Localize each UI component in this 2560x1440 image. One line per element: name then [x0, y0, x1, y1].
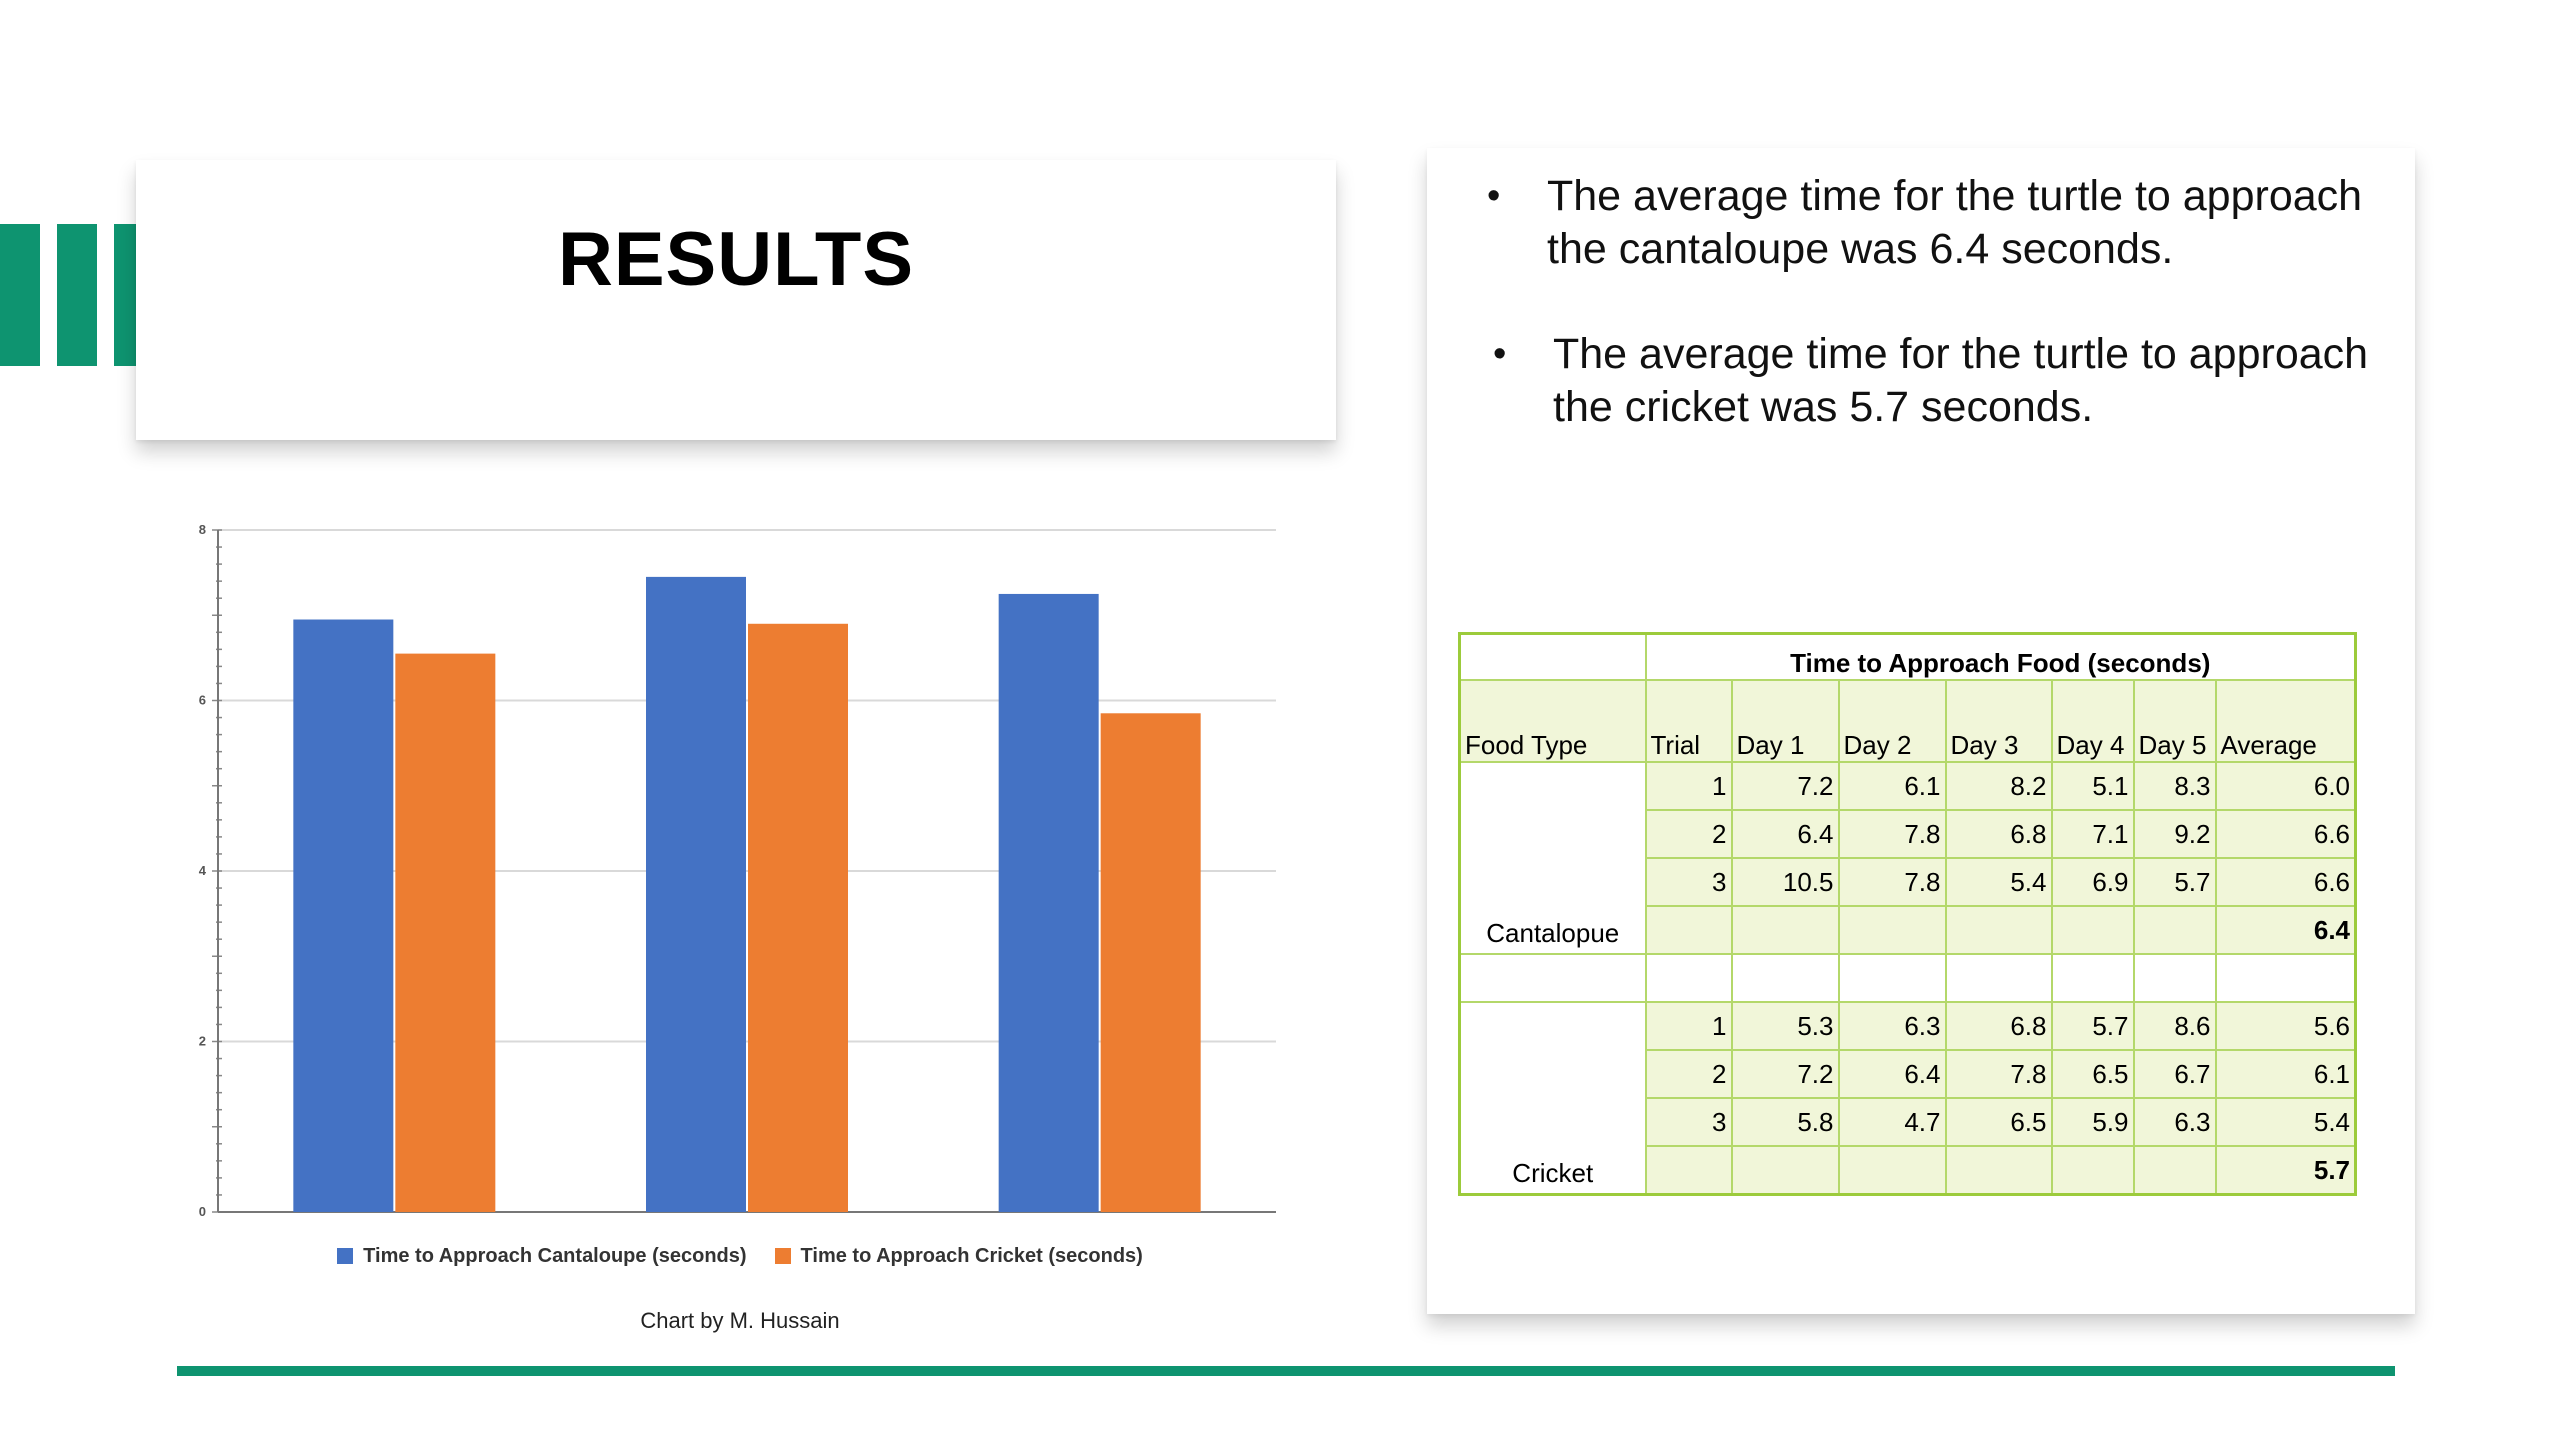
- table-cell: [2134, 1146, 2216, 1195]
- y-tick-label: 8: [198, 522, 206, 537]
- table-cell: 6.4: [1839, 1050, 1946, 1098]
- chart-bar: [646, 577, 746, 1212]
- table-cell: 5.7: [2134, 858, 2216, 906]
- table-cell: [2216, 954, 2356, 1002]
- chart-credit: Chart by M. Hussain: [640, 1308, 840, 1333]
- table-cell: 5.3: [1732, 1002, 1839, 1050]
- column-header: Average: [2216, 680, 2356, 762]
- table-cell: 7.8: [1839, 810, 1946, 858]
- table-cell: [1646, 954, 1732, 1002]
- bullet-list: [1487, 170, 2387, 486]
- slide-title: RESULTS: [557, 217, 915, 302]
- table-cell: 7.8: [1946, 1050, 2052, 1098]
- chart-bar: [1101, 713, 1201, 1212]
- table-cell: [2052, 954, 2134, 1002]
- column-header: Day 5: [2134, 680, 2216, 762]
- table-cell: 5.1: [2052, 762, 2134, 810]
- table-cell: 3: [1646, 1098, 1732, 1146]
- table-caption: Time to Approach Food (seconds): [1646, 634, 2356, 681]
- chart-bar: [748, 624, 848, 1212]
- y-tick-label: 0: [198, 1204, 206, 1219]
- table-cell: 6.3: [2134, 1098, 2216, 1146]
- table-cell: [1946, 954, 2052, 1002]
- table-cell: 9.2: [2134, 810, 2216, 858]
- table-cell: [1946, 906, 2052, 954]
- legend-swatch: [775, 1248, 791, 1264]
- bullet-item: [1487, 328, 2387, 434]
- table-cell: 6.0: [2216, 762, 2356, 810]
- table-cell: [2134, 954, 2216, 1002]
- table-cell: 1: [1646, 762, 1732, 810]
- table-spacer-row: [1460, 954, 2356, 1002]
- column-header: Day 2: [1839, 680, 1946, 762]
- table-cell: 2: [1646, 810, 1732, 858]
- table-cell: [1732, 954, 1839, 1002]
- table-cell: [2134, 906, 2216, 954]
- table-cell: 6.3: [1839, 1002, 1946, 1050]
- chart-bar: [999, 594, 1099, 1212]
- table-cell: [1732, 906, 1839, 954]
- table-cell: 8.3: [2134, 762, 2216, 810]
- table-cell: [1646, 906, 1732, 954]
- results-panel: [1427, 148, 2415, 1314]
- table-cell: 6.8: [1946, 1002, 2052, 1050]
- bullet-dot-icon: •: [1487, 175, 1501, 217]
- table-cell: [1460, 634, 1646, 681]
- table-cell: 6.1: [1839, 762, 1946, 810]
- table-cell: 6.5: [2052, 1050, 2134, 1098]
- table-cell: [1839, 954, 1946, 1002]
- table-cell: 5.4: [1946, 858, 2052, 906]
- table-cell: 7.1: [2052, 810, 2134, 858]
- table-cell: 6.5: [1946, 1098, 2052, 1146]
- title-card: [136, 160, 1336, 440]
- chart-bar: [395, 654, 495, 1212]
- table-cell: 6.1: [2216, 1050, 2356, 1098]
- column-header: Day 3: [1946, 680, 2052, 762]
- table-cell: [1839, 906, 1946, 954]
- column-header: Food Type: [1460, 680, 1646, 762]
- bullet-dot-icon: •: [1493, 333, 1507, 375]
- table-cell: 6.6: [2216, 810, 2356, 858]
- table-cell: [1946, 1146, 2052, 1195]
- table-cell: 3: [1646, 858, 1732, 906]
- legend-label: Time to Approach Cantaloupe (seconds): [363, 1245, 747, 1267]
- y-tick-label: 6: [198, 692, 206, 708]
- table-cell: 5.6: [2216, 1002, 2356, 1050]
- food-type-cell: Cantalopue: [1460, 762, 1646, 954]
- bullet-item: [1487, 170, 2387, 276]
- table-cell: [2052, 906, 2134, 954]
- column-header: Day 4: [2052, 680, 2134, 762]
- table-cell: 6.7: [2134, 1050, 2216, 1098]
- overall-average-cell: 5.7: [2216, 1146, 2356, 1195]
- data-table: [1458, 632, 2357, 1196]
- table-cell: 1: [1646, 1002, 1732, 1050]
- table-cell: [2052, 1146, 2134, 1195]
- y-tick-label: 4: [198, 863, 206, 878]
- column-header: Day 1: [1732, 680, 1839, 762]
- table-row: [1460, 762, 2356, 810]
- food-type-cell: Cricket: [1460, 1002, 1646, 1195]
- bullet-text: The average time for the turtle to approach the cricket was 5.7 seconds.: [1553, 330, 2369, 431]
- chart-legend: [140, 1245, 1340, 1268]
- column-header: Trial: [1646, 680, 1732, 762]
- legend-item: [775, 1245, 1143, 1268]
- overall-average-cell: 6.4: [2216, 906, 2356, 954]
- chart-canvas: [140, 500, 1340, 1240]
- table-cell: 8.2: [1946, 762, 2052, 810]
- table-cell: [1646, 1146, 1732, 1195]
- decorative-bar-1: [0, 224, 40, 366]
- bar-chart: [140, 500, 1340, 1380]
- bullet-text: The average time for the turtle to approach the cantaloupe was 6.4 seconds.: [1547, 172, 2363, 273]
- table-cell: 10.5: [1732, 858, 1839, 906]
- table-cell: [1839, 1146, 1946, 1195]
- table-cell: [1460, 954, 1646, 1002]
- table-cell: 7.8: [1839, 858, 1946, 906]
- decorative-bar-2: [57, 224, 97, 366]
- table-cell: 7.2: [1732, 1050, 1839, 1098]
- table-cell: 6.9: [2052, 858, 2134, 906]
- bottom-rule: [177, 1366, 2395, 1376]
- y-tick-label: 2: [198, 1033, 206, 1049]
- chart-bar: [293, 620, 393, 1212]
- table-cell: 5.8: [1732, 1098, 1839, 1146]
- table-cell: 4.7: [1839, 1098, 1946, 1146]
- decorative-bar-3: [114, 224, 136, 366]
- table-cell: 5.7: [2052, 1002, 2134, 1050]
- legend-label: Time to Approach Cricket (seconds): [800, 1245, 1143, 1267]
- table-cell: 8.6: [2134, 1002, 2216, 1050]
- table-row: [1460, 1002, 2356, 1050]
- table-cell: 5.4: [2216, 1098, 2356, 1146]
- table-cell: 5.9: [2052, 1098, 2134, 1146]
- table-cell: [1732, 1146, 1839, 1195]
- legend-swatch: [337, 1248, 353, 1264]
- table-caption-row: [1460, 634, 2356, 681]
- legend-item: [337, 1245, 746, 1268]
- table-cell: 6.4: [1732, 810, 1839, 858]
- table-cell: 7.2: [1732, 762, 1839, 810]
- table-header-row: [1460, 680, 2356, 762]
- table-cell: 6.6: [2216, 858, 2356, 906]
- table-cell: 2: [1646, 1050, 1732, 1098]
- table-cell: 6.8: [1946, 810, 2052, 858]
